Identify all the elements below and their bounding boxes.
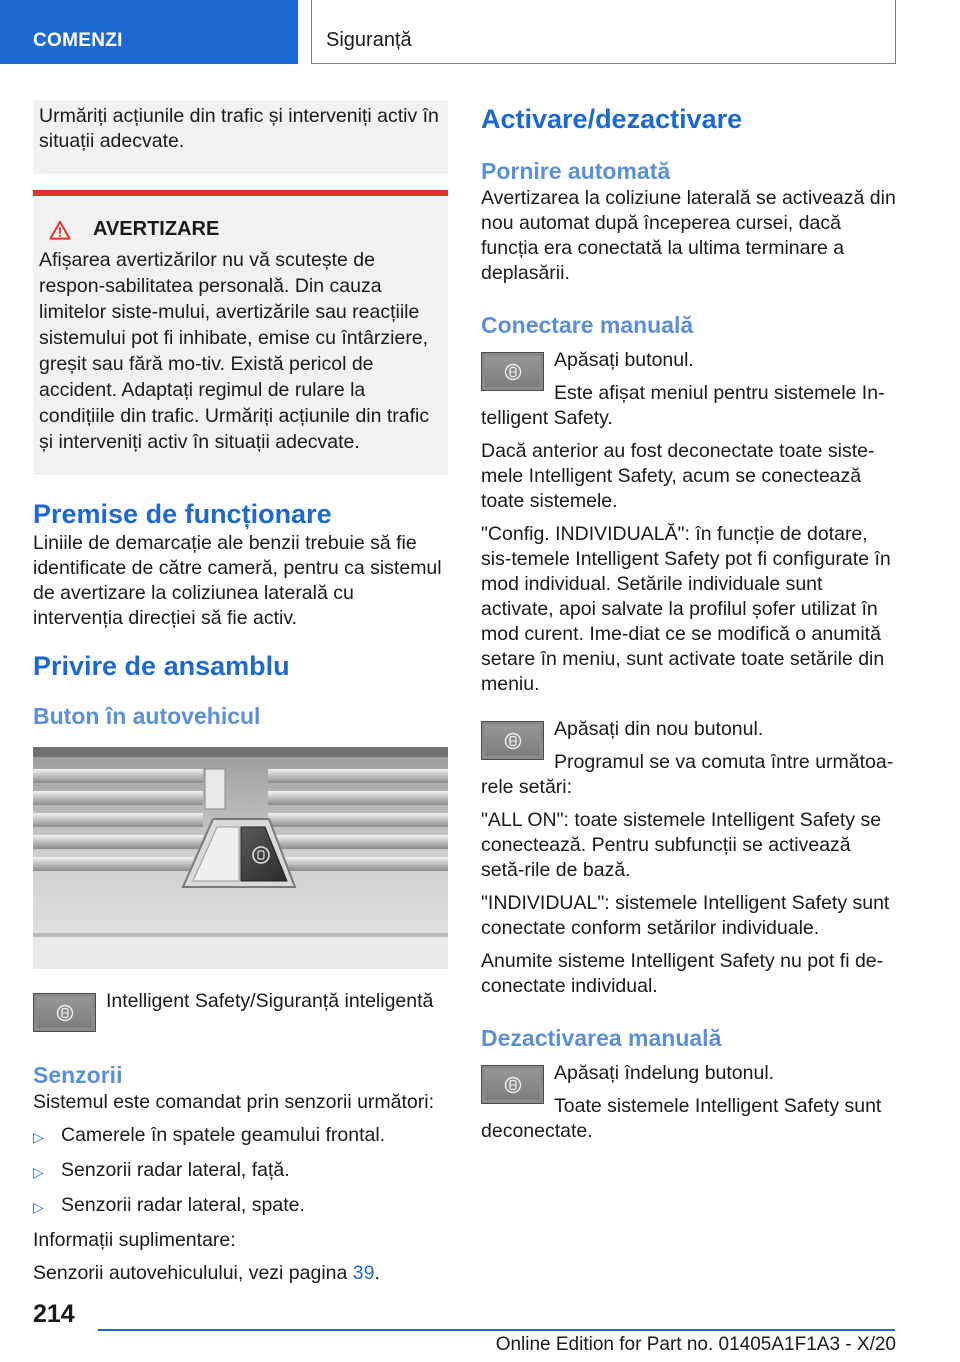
intro-box <box>33 100 448 174</box>
sensors-heading: Senzorii <box>33 1062 123 1088</box>
page-number: 214 <box>33 1300 75 1328</box>
bullet-triangle-icon: ▷ <box>33 1129 44 1145</box>
intelligent-safety-button-icon <box>481 1065 544 1104</box>
manual-off-heading: Dezactivarea manuală <box>481 1025 722 1051</box>
footer-divider <box>98 1329 895 1331</box>
left-column <box>33 100 448 1294</box>
section-tab-label: COMENZI <box>33 30 123 51</box>
intro-box-text: Urmăriți acțiunile din trafic și interveniți activ în situații adecvate. <box>39 105 439 152</box>
config-text: "Config. INDIVIDUALĂ": în funcție de dotare, sis-temele Intelligent Safety pot fi configurate în mod individual. Setările individuale sunt activate, apoi salvate la profilul șofer utilizat în mod curent. Ime-diat ce se modifică o anumită setare în meniu, sunt activate toate setările din meniu. <box>481 523 891 695</box>
edition-text: Online Edition for Part no. 01405A1F1A3 - X/20 <box>495 1334 896 1355</box>
press-again-row <box>481 717 896 800</box>
info-text: Senzorii autovehiculului, vezi pagina <box>33 1262 348 1284</box>
list-item <box>33 1123 448 1150</box>
cannot-off-text: Anumite sisteme Intelligent Safety nu pot fi de-conectate individual. <box>481 950 884 997</box>
page-link[interactable]: 39 <box>352 1262 375 1284</box>
premise-text: Liniile de demarcație ale benzii trebuie să fie identificate de către cameră, pentru ca sistemul de avertizare la coliziunea laterală cu intervenția direcției să fie activ. <box>33 532 442 629</box>
press-button-row <box>481 348 896 431</box>
sensor-item-text: Senzorii radar lateral, față. <box>61 1159 290 1181</box>
info-end: . <box>374 1262 380 1284</box>
safety-symbol-icon <box>503 1075 523 1095</box>
button-caption: Intelligent Safety/Siguranță inteligentă <box>106 990 434 1012</box>
sensors-intro: Sistemul este comandat prin senzorii următori: <box>33 1091 434 1113</box>
warning-box <box>33 190 448 475</box>
long-press-text: Apăsați îndelung butonul. <box>554 1062 775 1084</box>
intelligent-safety-button-icon <box>481 721 544 760</box>
long-press-row <box>481 1061 896 1144</box>
list-item <box>33 1158 448 1185</box>
list-item <box>33 1193 448 1220</box>
section-title-box <box>311 0 896 64</box>
manual-on-heading: Conectare manuală <box>481 312 694 338</box>
warning-triangle-icon <box>49 220 71 240</box>
press-again-text: Apăsați din nou butonul. <box>554 718 764 740</box>
menu-shown-text: Este afișat meniul pentru sistemele In-telligent Safety. <box>481 382 885 429</box>
premise-heading: Premise de funcționare <box>33 499 332 529</box>
switch-text: Programul se va comuta între următoa-rele setări: <box>481 751 894 798</box>
right-column <box>481 100 896 1152</box>
all-off-text: Dacă anterior au fost deconectate toate siste-mele Intelligent Safety, acum se conectează toate sistemele. <box>481 440 875 512</box>
all-on-text: "ALL ON": toate sistemele Intelligent Safety se conectează. Pentru subfuncții se activează setă-rile de bază. <box>481 809 882 881</box>
auto-heading: Pornire automată <box>481 158 671 184</box>
warning-title: AVERTIZARE <box>93 218 220 240</box>
bullet-triangle-icon: ▷ <box>33 1164 44 1180</box>
safety-symbol-icon <box>503 731 523 751</box>
intelligent-safety-button-icon <box>33 993 96 1032</box>
overview-heading: Privire de ansamblu <box>33 651 290 681</box>
button-caption-row <box>33 989 448 1044</box>
vehicle-button-photo <box>33 747 448 969</box>
button-heading: Buton în autovehicul <box>33 703 261 729</box>
section-title: Siguranță <box>326 29 412 51</box>
warning-title-row <box>39 218 440 241</box>
dashboard-vent-illustration <box>33 747 448 969</box>
sensor-item-text: Camerele în spatele geamului frontal. <box>61 1124 386 1146</box>
safety-symbol-icon <box>55 1003 75 1023</box>
individual-text: "INDIVIDUAL": sistemele Intelligent Safety sunt conectate conform setărilor individuale. <box>481 892 890 939</box>
warning-text: Afișarea avertizărilor nu vă scutește de respon-sabilitatea personală. Din cauza limitelor siste-mului, avertizările sau reacțiile sistemului pot fi inhibate, emise cu întârziere, greșit sau fără mo-tiv. Există pericol de accident. Adaptați regimul de rulare la condițiile din trafic. Urmăriți acțiunile din trafic și interveniți activ în situații adecvate. <box>39 249 430 453</box>
intelligent-safety-button-icon <box>481 352 544 391</box>
press-button-text: Apăsați butonul. <box>554 349 694 371</box>
sensor-item-text: Senzorii radar lateral, spate. <box>61 1194 305 1216</box>
section-tab <box>0 0 298 64</box>
bullet-triangle-icon: ▷ <box>33 1199 44 1215</box>
auto-text: Avertizarea la coliziune laterală se activează din nou automat după începerea cursei, dacă funcția era conectată la ultima terminare a deplasării. <box>481 187 896 284</box>
safety-symbol-icon <box>503 362 523 382</box>
all-off-result-text: Toate sistemele Intelligent Safety sunt deconectate. <box>481 1095 882 1142</box>
activation-heading: Activare/dezactivare <box>481 104 743 134</box>
info-label: Informații suplimentare: <box>33 1229 236 1251</box>
info-reference <box>33 1261 448 1286</box>
